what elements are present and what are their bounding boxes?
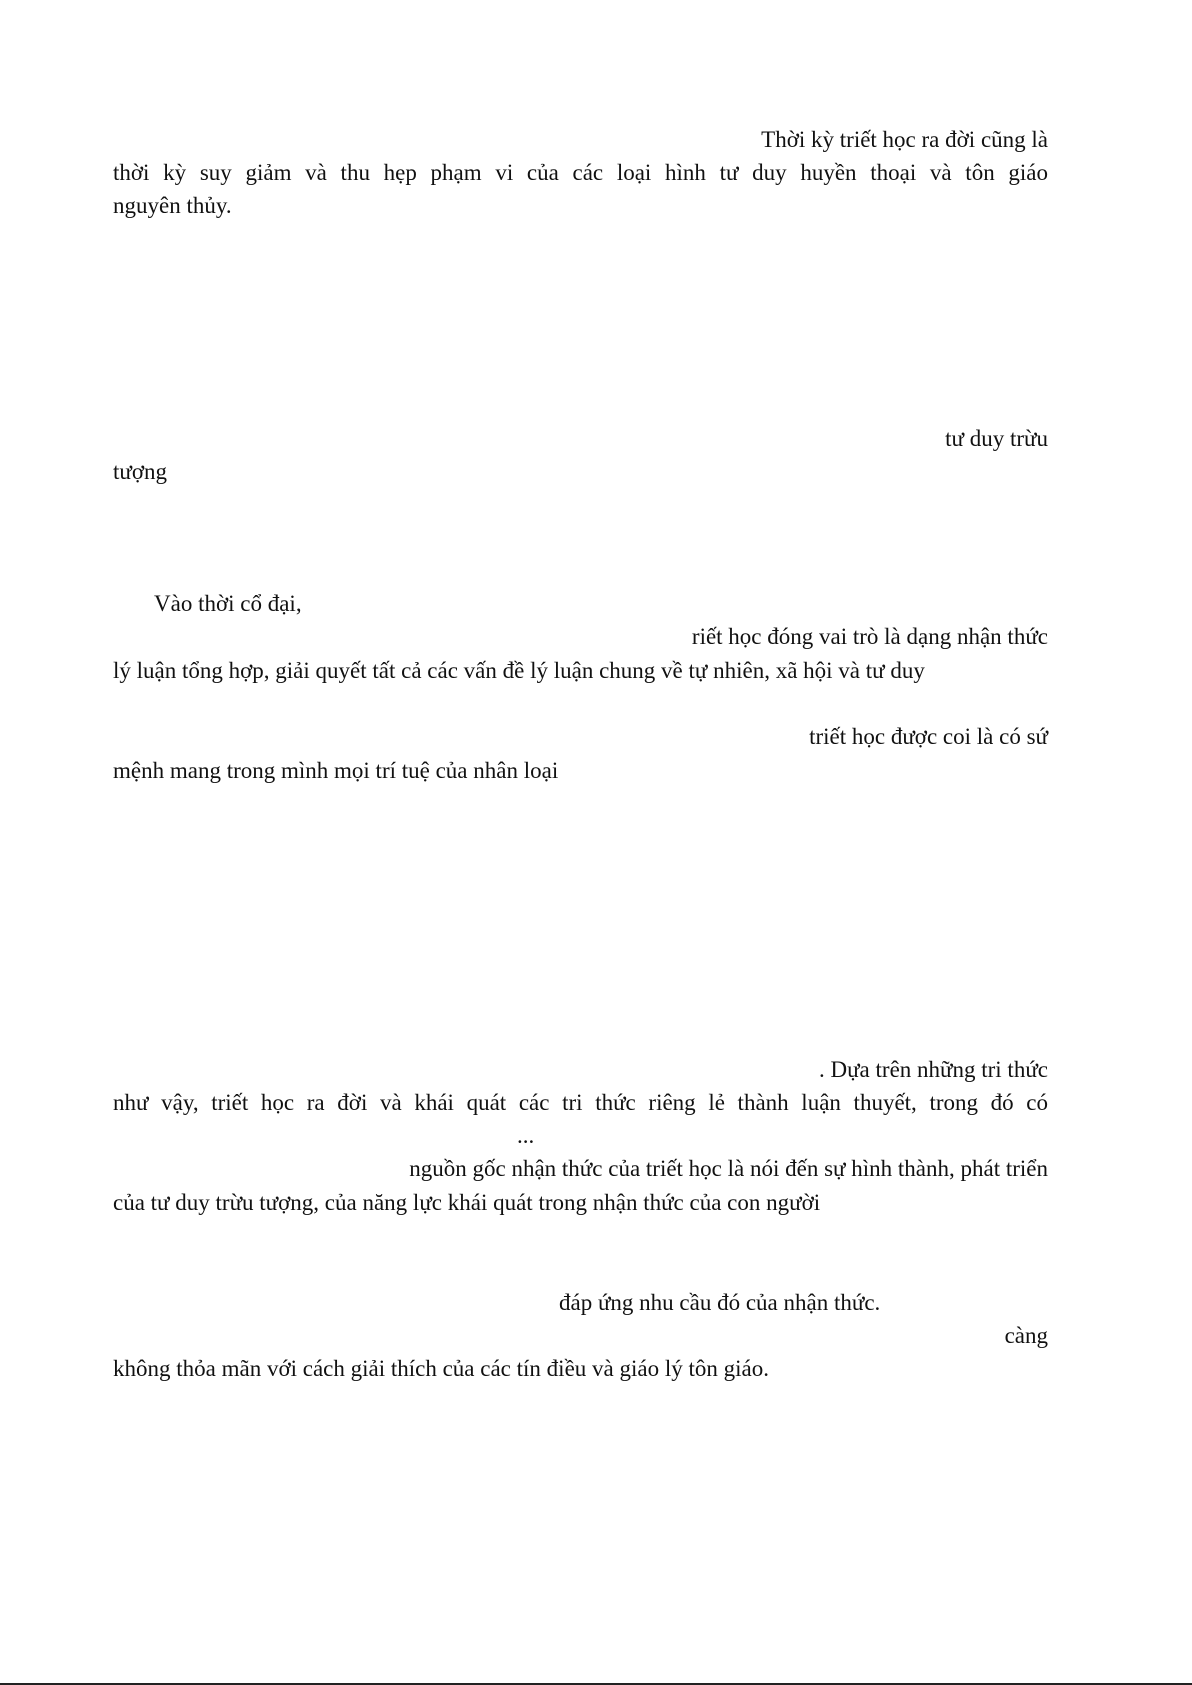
- text-line-9: triết học được coi là có sứ: [809, 724, 1048, 749]
- text-line-4: tư duy trừu: [945, 426, 1048, 451]
- text-line-14: nguồn gốc nhận thức của triết học là nói đến sự hình thành, phát triển: [409, 1156, 1048, 1181]
- text-line-11: . Dựa trên những tri thức: [818, 1057, 1048, 1082]
- text-line-2: thời kỳ suy giảm và thu hẹp phạm vi của các loại hình tư duy huyền thoại và tôn giáo: [113, 160, 1048, 185]
- text-line-17: càng: [1004, 1323, 1048, 1348]
- text-line-7: riết học đóng vai trò là dạng nhận thức: [691, 624, 1048, 649]
- text-line-8: lý luận tổng hợp, giải quyết tất cả các vấn đề lý luận chung về tự nhiên, xã hội và tư duy: [113, 658, 925, 683]
- text-line-10: mệnh mang trong mình mọi trí tuệ của nhân loại: [113, 758, 559, 783]
- text-line-18: không thỏa mãn với cách giải thích của các tín điều và giáo lý tôn giáo.: [113, 1356, 769, 1381]
- text-line-13: ...: [517, 1123, 535, 1148]
- text-line-16: đáp ứng nhu cầu đó của nhận thức.: [559, 1290, 881, 1315]
- text-line-1: Thời kỳ triết học ra đời cũng là: [761, 127, 1048, 152]
- text-line-15: của tư duy trừu tượng, của năng lực khái quát trong nhận thức của con người: [113, 1190, 821, 1215]
- text-line-12: như vậy, triết học ra đời và khái quát các tri thức riêng lẻ thành luận thuyết, trong đó có: [113, 1090, 1048, 1115]
- text-line-3: nguyên thủy.: [113, 193, 232, 218]
- text-line-5: tượng: [113, 459, 168, 484]
- text-line-6: Vào thời cổ đại,: [154, 591, 302, 616]
